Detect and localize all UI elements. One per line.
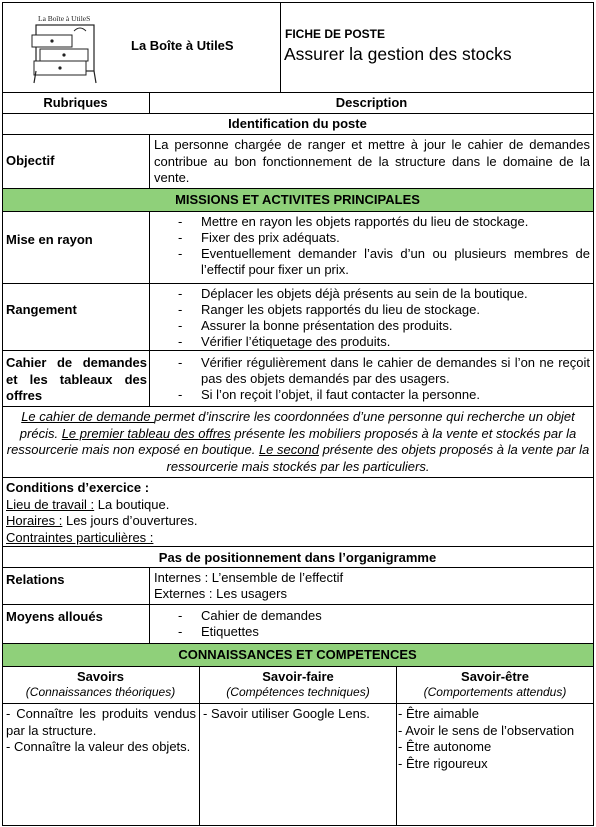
list-item: - Savoir utiliser Google Lens. [203, 706, 370, 721]
savoir-etre-subtitle: (Comportements attendus) [423, 685, 567, 699]
list-item: - Vérifier l’étiquetage des produits. [154, 334, 590, 350]
list-item: - Etiquettes [154, 624, 590, 640]
list-item: - Être autonome [398, 739, 492, 754]
savoir-faire-list [203, 706, 394, 723]
svg-text:La Boîte à UtileS: La Boîte à UtileS [38, 14, 91, 23]
list-item: - Connaître les produits vendus par la structure. [6, 706, 196, 738]
mise-en-rayon-label: Mise en rayon [6, 232, 93, 247]
list-item: - Ranger les objets rapportés du lieu de stockage. [154, 302, 590, 318]
savoirs-list [6, 706, 196, 756]
savoir-etre-list [398, 706, 593, 772]
offers-note: Le cahier de demande permet d’inscrire les coordonnées d’une personne qui recherche un objet précis. Le premier tableau des offres présente les mobiliers proposés à la vente et stockés par la ressourcerie mais non exposé en boutique. Le second présente des objets proposés à la vente par la ressourcerie mais stockés par les particuliers. [6, 409, 590, 474]
list-item: - Eventuellement demander l’avis d’un ou plusieurs membres de l’effectif pour fixer un prix. [154, 246, 590, 278]
identification-title: Identification du poste [228, 116, 367, 131]
objectif-label: Objectif [6, 153, 55, 168]
positionnement-title: Pas de positionnement dans l’organigramme [158, 550, 437, 565]
list-item: - Mettre en rayon les objets rapportés du lieu de stockage. [154, 214, 590, 230]
cahier-list [154, 355, 590, 403]
relations-externes: Externes : Les usagers [154, 586, 287, 601]
list-item: - Si l’on reçoit l’objet, il faut contacter la personne. [154, 387, 590, 403]
logo [26, 11, 108, 87]
cahier-label: Cahier de demandes et les tableaux des offres [6, 355, 147, 403]
list-item: - Cahier de demandes [154, 608, 590, 624]
list-item: - Connaître la valeur des objets. [6, 739, 191, 754]
competences-title: CONNAISSANCES ET COMPETENCES [178, 647, 417, 662]
list-item: - Être rigoureux [398, 755, 488, 771]
savoir-faire-title: Savoir-faire [262, 669, 334, 684]
conditions-title: Conditions d’exercice : [6, 480, 150, 495]
form-type: FICHE DE POSTE [285, 27, 386, 41]
list-item: - Avoir le sens de l’observation [398, 722, 575, 738]
savoirs-title: Savoirs [77, 669, 124, 684]
list-item: - Fixer des prix adéquats. [154, 230, 590, 246]
conditions-section [6, 480, 586, 546]
brand-name: La Boîte à UtileS [131, 38, 234, 53]
objectif-text: La personne chargée de ranger et mettre à jour le cahier de demandes contribue au bon fonctionnement de la structure dans le domaine de la vente. [154, 137, 590, 185]
job-title: Assurer la gestion des stocks [284, 44, 512, 64]
horaires: Horaires : Les jours d’ouvertures. [6, 513, 198, 528]
list-item: - Déplacer les objets déjà présents au sein de la boutique. [154, 286, 590, 302]
column-header-rubriques: Rubriques [43, 95, 108, 110]
relations-label: Relations [6, 572, 65, 587]
savoirs-subtitle: (Connaissances théoriques) [25, 685, 176, 699]
rangement-list [154, 286, 590, 350]
contraintes: Contraintes particulières : [6, 529, 154, 545]
rangement-label: Rangement [6, 302, 77, 317]
list-item: - Être aimable [398, 706, 479, 721]
savoir-faire-subtitle: (Compétences techniques) [226, 685, 370, 699]
savoir-etre-title: Savoir-être [461, 669, 529, 684]
moyens-list [154, 608, 590, 640]
missions-title: MISSIONS ET ACTIVITES PRINCIPALES [175, 192, 420, 207]
list-item: - Assurer la bonne présentation des produits. [154, 318, 590, 334]
column-header-description: Description [335, 95, 408, 110]
moyens-label: Moyens alloués [6, 609, 103, 624]
mise-en-rayon-list [154, 214, 590, 278]
lieu-de-travail: Lieu de travail : La boutique. [6, 496, 170, 512]
list-item: - Vérifier régulièrement dans le cahier de demandes si l’on ne reçoit pas des objets demandés par des usagers. [154, 355, 590, 387]
relations-internes: Internes : L’ensemble de l’effectif [154, 570, 344, 585]
